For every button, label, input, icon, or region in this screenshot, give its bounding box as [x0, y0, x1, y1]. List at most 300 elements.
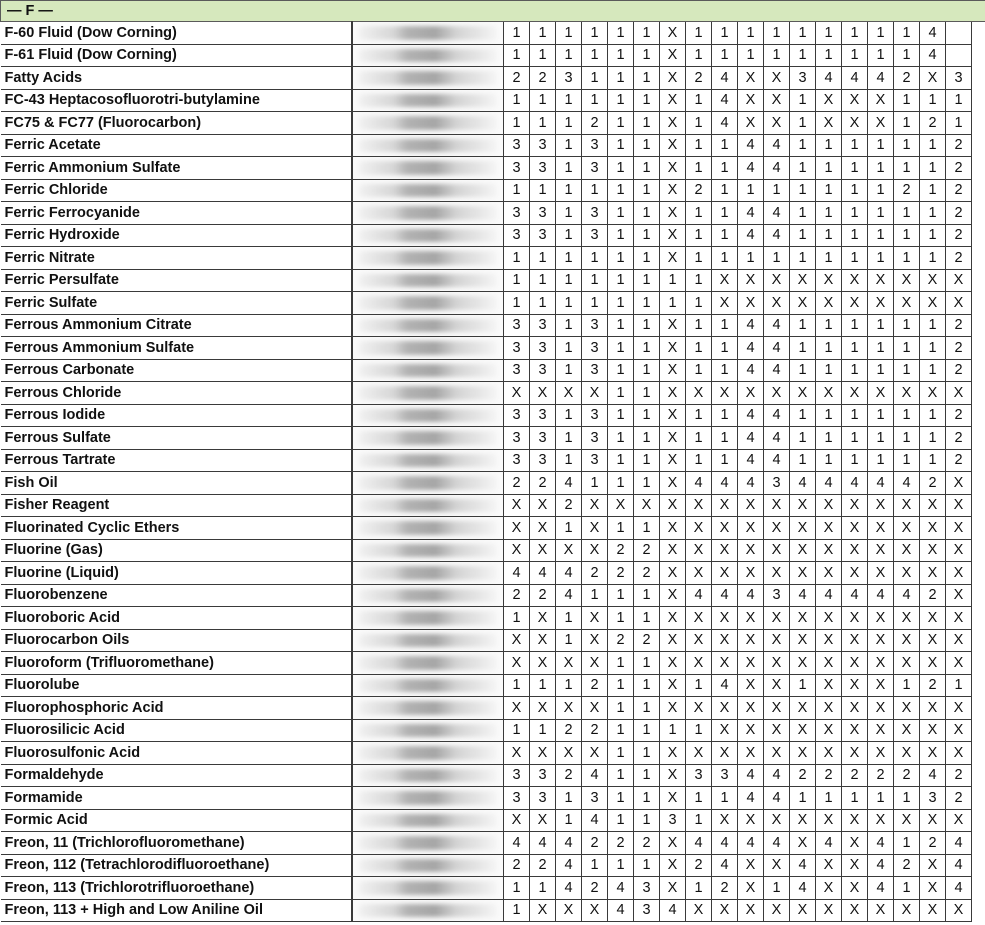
rating-cell: 3 [504, 359, 530, 382]
rating-cell: 1 [790, 202, 816, 225]
rating-cell: 1 [634, 809, 660, 832]
rating-cell: X [764, 652, 790, 675]
rating-cell: X [738, 652, 764, 675]
table-row [1, 764, 985, 787]
table-row [1, 89, 985, 112]
rating-cell: X [894, 809, 920, 832]
table-row [1, 742, 985, 765]
rating-cell: 2 [816, 764, 842, 787]
rating-cell: 1 [894, 247, 920, 270]
chemical-name: F-60 Fluid (Dow Corning) [1, 22, 352, 45]
blur-smudge [359, 836, 498, 850]
chemical-name: Ferric Ammonium Sulfate [1, 157, 352, 180]
rating-cell: 1 [556, 44, 582, 67]
rating-cell: X [712, 269, 738, 292]
rating-cell: 3 [582, 224, 608, 247]
rating-cell: 1 [556, 22, 582, 45]
blur-smudge [359, 499, 498, 513]
rating-cell: 4 [738, 404, 764, 427]
rating-cell: X [894, 539, 920, 562]
rating-cell: 4 [712, 472, 738, 495]
rating-cell: 1 [894, 832, 920, 855]
rating-cell: X [842, 382, 868, 405]
redacted-cas-number [352, 112, 504, 135]
rating-cell: 3 [530, 157, 556, 180]
rating-cell: 4 [608, 899, 634, 922]
rating-cell: 1 [686, 224, 712, 247]
rating-cell: 3 [582, 427, 608, 450]
rating-cell: 1 [504, 674, 530, 697]
rating-cell: 1 [920, 314, 946, 337]
redacted-cas-number [352, 359, 504, 382]
blur-smudge [359, 521, 498, 535]
rating-cell: 4 [790, 854, 816, 877]
rating-cell: 1 [608, 674, 634, 697]
rating-cell: 1 [894, 44, 920, 67]
rating-cell: 3 [530, 764, 556, 787]
rating-cell: X [868, 382, 894, 405]
rating-cell: 1 [530, 877, 556, 900]
redacted-cas-number [352, 449, 504, 472]
blur-smudge [359, 431, 498, 445]
rating-cell: X [816, 674, 842, 697]
rating-cell: 1 [504, 269, 530, 292]
rating-cell: X [660, 22, 686, 45]
rating-cell: 1 [790, 449, 816, 472]
rating-cell: 2 [946, 787, 972, 810]
rating-cell: 1 [842, 247, 868, 270]
rating-cell: X [764, 382, 790, 405]
rating-cell: X [842, 494, 868, 517]
rating-cell: 1 [556, 224, 582, 247]
rating-cell: 2 [556, 764, 582, 787]
rating-cell: X [842, 719, 868, 742]
rating-cell: 1 [634, 359, 660, 382]
rating-cell: 4 [660, 899, 686, 922]
rating-cell: X [764, 112, 790, 135]
rating-cell: 1 [556, 314, 582, 337]
rating-cell: 1 [790, 247, 816, 270]
rating-cell: 4 [712, 854, 738, 877]
rating-cell: 1 [634, 382, 660, 405]
blur-smudge [359, 206, 498, 220]
rating-cell: X [660, 607, 686, 630]
rating-cell: 1 [634, 269, 660, 292]
rating-cell: 1 [556, 179, 582, 202]
rating-cell: 1 [634, 157, 660, 180]
rating-cell: X [712, 719, 738, 742]
rating-cell: 3 [530, 404, 556, 427]
rating-cell: 1 [842, 787, 868, 810]
rating-cell: 1 [894, 224, 920, 247]
blur-smudge [359, 49, 498, 63]
chemical-name: Fluorophosphoric Acid [1, 697, 352, 720]
rating-cell: 1 [608, 112, 634, 135]
rating-cell: 1 [764, 877, 790, 900]
rating-cell: 1 [582, 854, 608, 877]
rating-cell: 4 [764, 224, 790, 247]
rating-cell: 1 [582, 179, 608, 202]
rating-cell: 1 [556, 134, 582, 157]
rating-cell: 1 [556, 247, 582, 270]
rating-cell: 1 [608, 787, 634, 810]
redacted-cas-number [352, 787, 504, 810]
rating-cell: 1 [920, 247, 946, 270]
rating-cell: 1 [894, 449, 920, 472]
chemical-name: Fluorine (Liquid) [1, 562, 352, 585]
rating-cell: X [946, 899, 972, 922]
rating-cell: 4 [738, 337, 764, 360]
rating-cell: 1 [582, 292, 608, 315]
rating-cell: X [764, 742, 790, 765]
rating-cell: X [920, 877, 946, 900]
rating-cell: X [686, 382, 712, 405]
rating-cell: X [530, 494, 556, 517]
rating-cell: X [842, 629, 868, 652]
rating-cell: 1 [842, 224, 868, 247]
table-row [1, 832, 985, 855]
rating-cell: X [920, 494, 946, 517]
rating-cell: 4 [764, 337, 790, 360]
rating-cell: 1 [946, 89, 972, 112]
rating-cell: 1 [920, 157, 946, 180]
rating-cell: 1 [790, 427, 816, 450]
rating-cell: 1 [816, 247, 842, 270]
rating-cell: X [530, 809, 556, 832]
rating-cell: 2 [504, 584, 530, 607]
chemical-name: Ferrous Ammonium Sulfate [1, 337, 352, 360]
rating-cell: X [764, 697, 790, 720]
rating-cell: 4 [764, 202, 790, 225]
rating-cell: 1 [504, 89, 530, 112]
chemical-name: Ferric Acetate [1, 134, 352, 157]
rating-cell: X [660, 877, 686, 900]
rating-cell: 1 [868, 134, 894, 157]
rating-cell: X [712, 539, 738, 562]
rating-cell: 4 [764, 832, 790, 855]
rating-cell: 1 [868, 202, 894, 225]
rating-cell: X [790, 494, 816, 517]
chemical-name: Fluorosulfonic Acid [1, 742, 352, 765]
rating-cell: X [530, 652, 556, 675]
blur-smudge [359, 769, 498, 783]
redacted-cas-number [352, 202, 504, 225]
rating-cell: 1 [634, 674, 660, 697]
rating-cell: 1 [894, 877, 920, 900]
rating-cell: X [738, 854, 764, 877]
redacted-cas-number [352, 337, 504, 360]
rating-cell: 1 [608, 427, 634, 450]
rating-cell: 1 [504, 44, 530, 67]
rating-cell: X [842, 89, 868, 112]
rating-cell: 1 [790, 157, 816, 180]
rating-cell: 1 [608, 607, 634, 630]
rating-cell: 1 [634, 224, 660, 247]
rating-cell: X [790, 742, 816, 765]
rating-cell: 4 [764, 134, 790, 157]
rating-cell: 1 [556, 404, 582, 427]
blur-smudge [359, 364, 498, 378]
table-row [1, 269, 985, 292]
rating-cell: 3 [582, 134, 608, 157]
rating-cell: 1 [686, 787, 712, 810]
rating-cell: X [686, 517, 712, 540]
chemical-name: Ferric Persulfate [1, 269, 352, 292]
rating-cell: 1 [608, 359, 634, 382]
rating-cell: X [686, 494, 712, 517]
rating-cell: X [816, 382, 842, 405]
rating-cell: 1 [686, 359, 712, 382]
rating-cell: 1 [530, 112, 556, 135]
rating-cell: 4 [608, 877, 634, 900]
rating-cell: 2 [634, 832, 660, 855]
rating-cell: 1 [556, 292, 582, 315]
rating-cell: X [504, 629, 530, 652]
blur-smudge [359, 409, 498, 423]
rating-cell: 4 [712, 112, 738, 135]
rating-cell: 4 [920, 22, 946, 45]
section-header-row [1, 1, 985, 22]
table-row [1, 674, 985, 697]
rating-cell: 1 [894, 314, 920, 337]
rating-cell: X [920, 809, 946, 832]
table-row [1, 292, 985, 315]
rating-cell [946, 44, 972, 67]
rating-cell: 1 [530, 44, 556, 67]
rating-cell: X [660, 44, 686, 67]
redacted-cas-number [352, 809, 504, 832]
rating-cell: X [920, 539, 946, 562]
rating-cell: 2 [530, 854, 556, 877]
rating-cell: 1 [686, 314, 712, 337]
table-row [1, 157, 985, 180]
rating-cell: X [504, 494, 530, 517]
rating-cell: 1 [634, 697, 660, 720]
rating-cell: 1 [842, 134, 868, 157]
table-row [1, 697, 985, 720]
chemical-name: Fluorosilicic Acid [1, 719, 352, 742]
rating-cell: X [868, 539, 894, 562]
rating-cell: 1 [608, 719, 634, 742]
rating-cell: 1 [790, 179, 816, 202]
rating-cell: 1 [894, 674, 920, 697]
rating-cell: 3 [764, 472, 790, 495]
rating-cell: 1 [894, 134, 920, 157]
rating-cell: X [920, 899, 946, 922]
rating-cell: 1 [686, 202, 712, 225]
rating-cell: X [660, 134, 686, 157]
rating-cell: 1 [556, 809, 582, 832]
rating-cell: X [842, 652, 868, 675]
rating-cell: 1 [582, 22, 608, 45]
chemical-name: Fluoroboric Acid [1, 607, 352, 630]
rating-cell: 4 [790, 877, 816, 900]
rating-cell: X [946, 472, 972, 495]
table-row [1, 652, 985, 675]
rating-cell: 2 [608, 539, 634, 562]
rating-cell: X [764, 629, 790, 652]
rating-cell: X [790, 719, 816, 742]
rating-cell: 1 [504, 112, 530, 135]
table-row [1, 854, 985, 877]
rating-cell: X [894, 382, 920, 405]
rating-cell: X [530, 899, 556, 922]
rating-cell: X [868, 742, 894, 765]
rating-cell: 2 [608, 832, 634, 855]
rating-cell: X [660, 157, 686, 180]
rating-cell: X [556, 697, 582, 720]
rating-cell: 4 [712, 67, 738, 90]
rating-cell: 4 [556, 877, 582, 900]
rating-cell: 1 [894, 427, 920, 450]
chemical-name: Ferrous Carbonate [1, 359, 352, 382]
rating-cell: 1 [764, 22, 790, 45]
chemical-name: Ferrous Ammonium Citrate [1, 314, 352, 337]
rating-cell: X [530, 517, 556, 540]
rating-cell: X [582, 697, 608, 720]
rating-cell: 1 [816, 44, 842, 67]
rating-cell: 2 [920, 584, 946, 607]
rating-cell: 1 [712, 787, 738, 810]
rating-cell: X [816, 742, 842, 765]
chemical-name: Freon, 113 + High and Low Aniline Oil [1, 899, 352, 922]
rating-cell: X [504, 652, 530, 675]
rating-cell: 4 [946, 877, 972, 900]
rating-cell: 4 [582, 809, 608, 832]
rating-cell: X [790, 539, 816, 562]
rating-cell: 4 [868, 67, 894, 90]
rating-cell: X [894, 742, 920, 765]
rating-cell: 1 [920, 427, 946, 450]
rating-cell: 1 [608, 67, 634, 90]
rating-cell: 4 [738, 314, 764, 337]
rating-cell: 1 [842, 44, 868, 67]
rating-cell: X [738, 742, 764, 765]
rating-cell: 1 [634, 22, 660, 45]
rating-cell: 4 [868, 877, 894, 900]
blur-smudge [359, 476, 498, 490]
rating-cell: 2 [712, 877, 738, 900]
rating-cell: 1 [686, 247, 712, 270]
redacted-cas-number [352, 652, 504, 675]
redacted-cas-number [352, 562, 504, 585]
rating-cell: 4 [556, 832, 582, 855]
chemical-name: FC75 & FC77 (Fluorocarbon) [1, 112, 352, 135]
rating-cell: 2 [686, 179, 712, 202]
rating-cell: X [660, 584, 686, 607]
blur-smudge [359, 656, 498, 670]
rating-cell: X [660, 224, 686, 247]
rating-cell: 1 [608, 292, 634, 315]
rating-cell: 1 [686, 404, 712, 427]
rating-cell: 1 [816, 224, 842, 247]
rating-cell: X [504, 809, 530, 832]
rating-cell: 1 [712, 179, 738, 202]
rating-cell: 1 [738, 179, 764, 202]
rating-cell: X [764, 89, 790, 112]
rating-cell: X [894, 562, 920, 585]
rating-cell: X [946, 584, 972, 607]
rating-cell: 1 [556, 427, 582, 450]
rating-cell: 1 [894, 112, 920, 135]
rating-cell: 2 [634, 539, 660, 562]
rating-cell: X [946, 809, 972, 832]
rating-cell: 3 [790, 67, 816, 90]
rating-cell: X [842, 832, 868, 855]
rating-cell: X [920, 629, 946, 652]
rating-cell: 1 [868, 44, 894, 67]
rating-cell: 1 [556, 89, 582, 112]
rating-cell: X [894, 292, 920, 315]
rating-cell: X [582, 607, 608, 630]
rating-cell: X [556, 382, 582, 405]
rating-cell: 1 [920, 359, 946, 382]
rating-cell: X [816, 899, 842, 922]
rating-cell: 1 [738, 44, 764, 67]
rating-cell: 1 [868, 224, 894, 247]
rating-cell: 1 [712, 314, 738, 337]
rating-cell: X [582, 652, 608, 675]
rating-cell: 1 [556, 269, 582, 292]
rating-cell: 3 [634, 899, 660, 922]
rating-cell: X [842, 877, 868, 900]
rating-cell: 2 [582, 112, 608, 135]
rating-cell: 3 [582, 787, 608, 810]
rating-cell: X [868, 494, 894, 517]
redacted-cas-number [352, 44, 504, 67]
rating-cell: X [712, 742, 738, 765]
rating-cell: X [868, 517, 894, 540]
rating-cell: X [920, 697, 946, 720]
blur-smudge [359, 386, 498, 400]
rating-cell: 1 [816, 427, 842, 450]
rating-cell: 3 [504, 427, 530, 450]
rating-cell: 1 [790, 22, 816, 45]
chemical-name: Ferric Chloride [1, 179, 352, 202]
blur-smudge [359, 319, 498, 333]
rating-cell: 3 [686, 764, 712, 787]
rating-cell: 1 [738, 247, 764, 270]
rating-cell: X [686, 899, 712, 922]
rating-cell: X [920, 67, 946, 90]
rating-cell: X [946, 494, 972, 517]
redacted-cas-number [352, 697, 504, 720]
rating-cell: 4 [738, 427, 764, 450]
rating-cell: X [946, 562, 972, 585]
rating-cell: 1 [556, 787, 582, 810]
rating-cell: 1 [816, 359, 842, 382]
rating-cell: 1 [816, 337, 842, 360]
rating-cell: 1 [868, 22, 894, 45]
chemical-name: Fluorine (Gas) [1, 539, 352, 562]
rating-cell: 2 [946, 427, 972, 450]
rating-cell: X [712, 562, 738, 585]
rating-cell: 4 [712, 584, 738, 607]
rating-cell: X [582, 494, 608, 517]
rating-cell: X [686, 697, 712, 720]
redacted-cas-number [352, 854, 504, 877]
rating-cell: 3 [504, 404, 530, 427]
rating-cell: 4 [842, 472, 868, 495]
rating-cell: 1 [608, 202, 634, 225]
chemical-name: Ferric Nitrate [1, 247, 352, 270]
rating-cell: 1 [530, 719, 556, 742]
rating-cell: X [946, 742, 972, 765]
rating-cell: X [816, 629, 842, 652]
rating-cell: 1 [686, 337, 712, 360]
chemical-name: Ferrous Tartrate [1, 449, 352, 472]
rating-cell: X [764, 494, 790, 517]
